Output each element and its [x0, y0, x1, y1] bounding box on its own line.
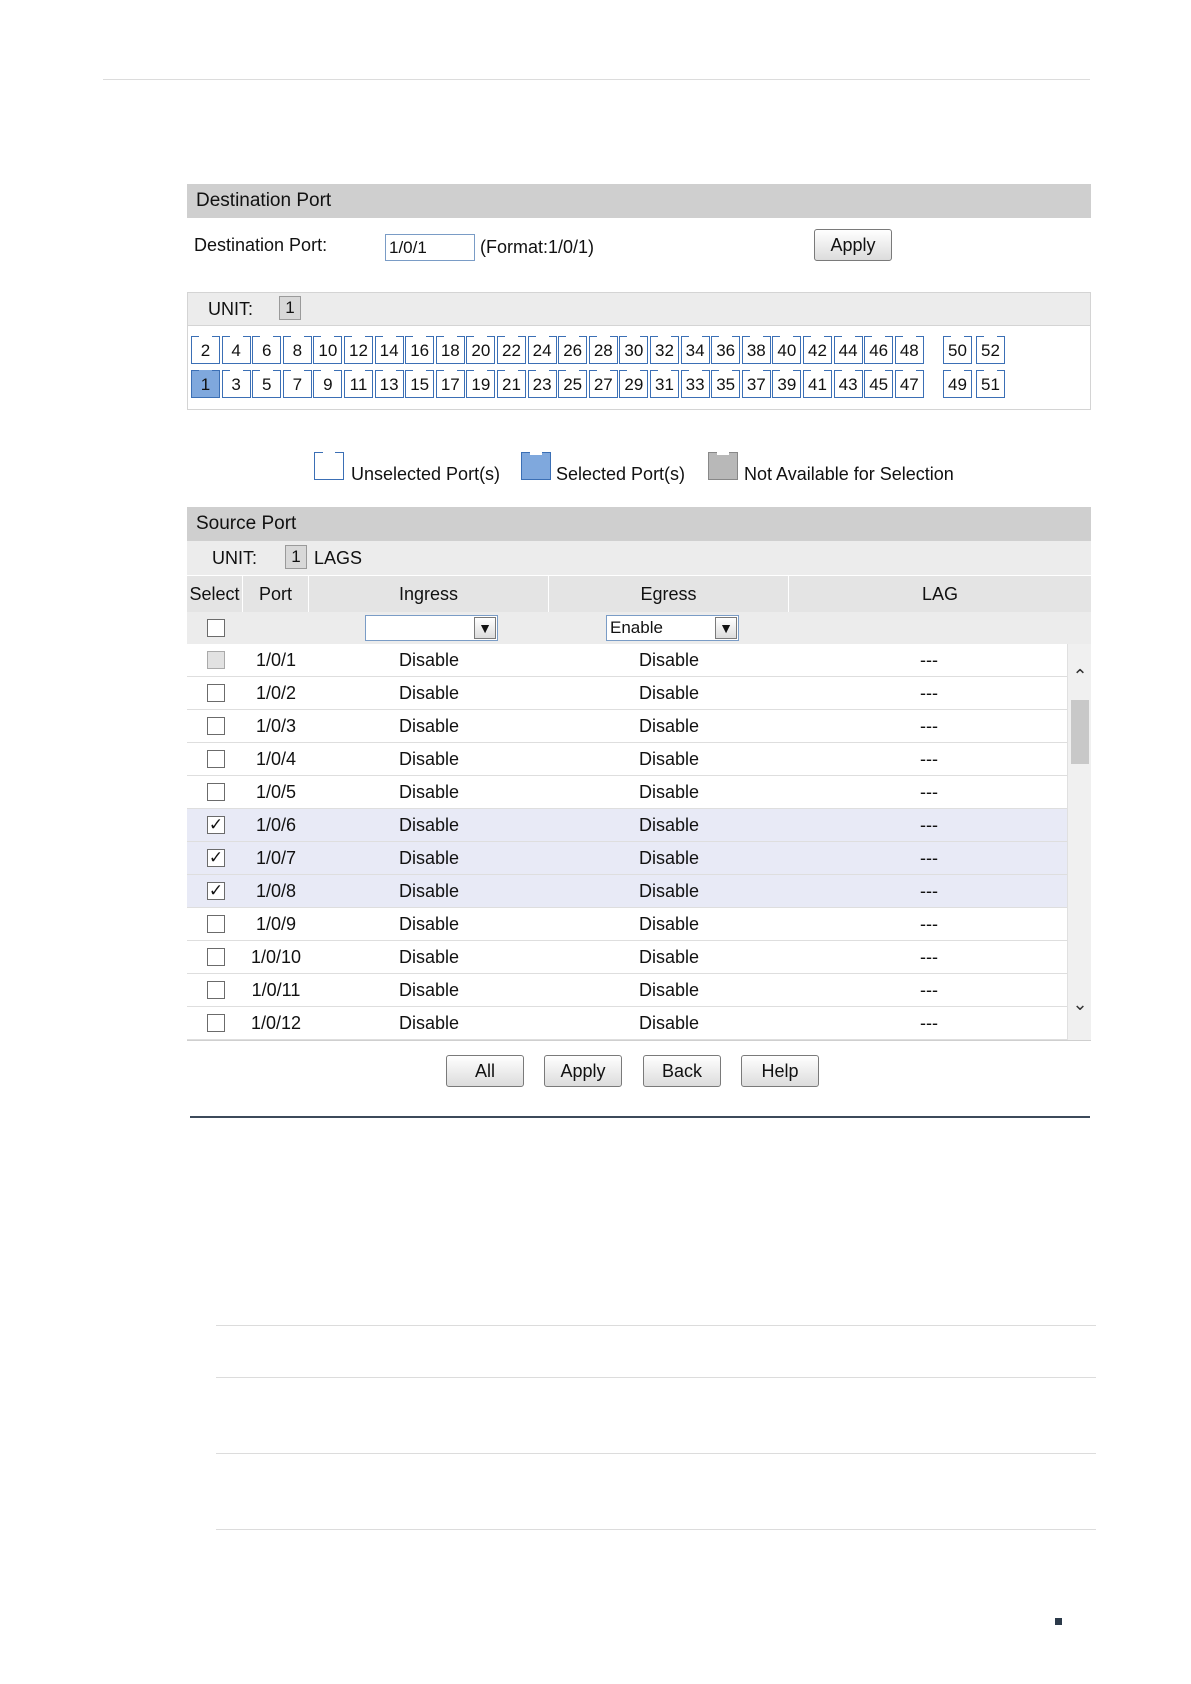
port-29[interactable]: 29 — [619, 370, 648, 398]
divider — [216, 1453, 1096, 1454]
row-checkbox[interactable] — [207, 1014, 225, 1032]
cell-egress: Disable — [638, 848, 700, 868]
egress-filter-select[interactable] — [606, 615, 739, 641]
cell-port: 1/0/6 — [255, 815, 297, 835]
col-port: Port — [243, 576, 309, 612]
unavailable-port-icon — [708, 452, 738, 480]
port-22[interactable]: 22 — [497, 336, 526, 364]
chevron-up-icon[interactable]: ⌃ — [1072, 666, 1088, 686]
row-checkbox[interactable] — [207, 750, 225, 768]
cell-egress: Disable — [638, 716, 700, 736]
port-8[interactable]: 8 — [283, 336, 312, 364]
port-48[interactable]: 48 — [895, 336, 924, 364]
format-hint: (Format:1/0/1) — [480, 237, 595, 257]
port-41[interactable]: 41 — [803, 370, 832, 398]
row-checkbox[interactable] — [207, 717, 225, 735]
port-31[interactable]: 31 — [650, 370, 679, 398]
row-checkbox[interactable] — [207, 849, 225, 867]
port-21[interactable]: 21 — [497, 370, 526, 398]
table-row[interactable] — [187, 677, 1067, 710]
legend-not-available: Not Available for Selection — [744, 464, 954, 484]
row-checkbox[interactable] — [207, 783, 225, 801]
row-checkbox[interactable] — [207, 981, 225, 999]
table-row[interactable] — [187, 644, 1067, 677]
legend-unselected: Unselected Port(s) — [351, 464, 501, 484]
table-header — [187, 576, 1091, 612]
legend-selected: Selected Port(s) — [556, 464, 686, 484]
port-20[interactable]: 20 — [466, 336, 495, 364]
port-33[interactable]: 33 — [681, 370, 710, 398]
port-1[interactable]: 1 — [191, 370, 220, 398]
table-bottom-border — [187, 1040, 1091, 1041]
port-30[interactable]: 30 — [619, 336, 648, 364]
unit-selector[interactable]: 1 — [279, 296, 301, 320]
source-section-title: Source Port — [187, 507, 1091, 541]
cell-port: 1/0/12 — [250, 1013, 302, 1033]
cell-egress: Disable — [638, 650, 700, 670]
port-45[interactable]: 45 — [864, 370, 893, 398]
source-unit-selector[interactable]: 1 — [285, 545, 307, 569]
table-row[interactable] — [187, 941, 1067, 974]
port-15[interactable]: 15 — [405, 370, 434, 398]
port-16[interactable]: 16 — [405, 336, 434, 364]
port-50[interactable]: 50 — [943, 336, 972, 364]
table-row[interactable] — [187, 743, 1067, 776]
cell-port: 1/0/1 — [255, 650, 297, 670]
ingress-filter-select[interactable] — [365, 615, 498, 641]
chevron-down-icon[interactable]: ▼ — [474, 617, 496, 639]
cell-lag: --- — [920, 749, 938, 769]
port-23[interactable]: 23 — [528, 370, 557, 398]
cell-lag: --- — [920, 848, 938, 868]
table-row[interactable] — [187, 809, 1067, 842]
port-27[interactable]: 27 — [589, 370, 618, 398]
help-button[interactable]: Help — [741, 1055, 819, 1087]
page-top-rule — [103, 79, 1090, 80]
port-37[interactable]: 37 — [742, 370, 771, 398]
select-all-checkbox[interactable] — [207, 619, 225, 637]
port-38[interactable]: 38 — [742, 336, 771, 364]
row-checkbox[interactable] — [207, 915, 225, 933]
cell-port: 1/0/9 — [255, 914, 297, 934]
cell-lag: --- — [920, 1013, 938, 1033]
port-6[interactable]: 6 — [252, 336, 281, 364]
lags-link[interactable]: LAGS — [314, 548, 363, 568]
cell-port: 1/0/7 — [255, 848, 297, 868]
table-row[interactable] — [187, 1007, 1067, 1040]
port-47[interactable]: 47 — [895, 370, 924, 398]
apply-button[interactable]: Apply — [544, 1055, 622, 1087]
destination-apply-button[interactable]: Apply — [814, 229, 892, 261]
col-lag: LAG — [921, 584, 959, 604]
cell-ingress: Disable — [398, 881, 460, 901]
cell-port: 1/0/11 — [251, 980, 301, 1000]
port-51[interactable]: 51 — [976, 370, 1005, 398]
table-row[interactable] — [187, 776, 1067, 809]
divider — [216, 1377, 1096, 1378]
row-checkbox[interactable] — [207, 684, 225, 702]
port-43[interactable]: 43 — [834, 370, 863, 398]
table-row[interactable] — [187, 908, 1067, 941]
col-select: Select — [187, 576, 243, 612]
cell-egress: Disable — [638, 980, 700, 1000]
check-icon: ✓ — [208, 815, 224, 834]
port-40[interactable]: 40 — [772, 336, 801, 364]
port-49[interactable]: 49 — [943, 370, 972, 398]
cell-lag: --- — [920, 683, 938, 703]
cell-lag: --- — [920, 650, 938, 670]
col-ingress: Ingress — [309, 576, 549, 612]
destination-section-title: Destination Port — [187, 184, 1091, 218]
cell-lag: --- — [920, 980, 938, 1000]
cell-egress: Disable — [638, 1013, 700, 1033]
destination-port-label: Destination Port: — [194, 235, 328, 255]
port-18[interactable]: 18 — [436, 336, 465, 364]
chevron-down-icon[interactable]: ▼ — [715, 617, 737, 639]
port-36[interactable]: 36 — [711, 336, 740, 364]
port-2[interactable]: 2 — [191, 336, 220, 364]
check-icon: ✓ — [208, 881, 224, 900]
port-3[interactable]: 3 — [222, 370, 251, 398]
cell-port: 1/0/8 — [255, 881, 297, 901]
port-25[interactable]: 25 — [558, 370, 587, 398]
cell-lag: --- — [920, 815, 938, 835]
row-checkbox[interactable] — [207, 948, 225, 966]
port-17[interactable]: 17 — [436, 370, 465, 398]
row-checkbox — [207, 651, 225, 669]
back-button[interactable]: Back — [643, 1055, 721, 1087]
port-28[interactable]: 28 — [589, 336, 618, 364]
page-marker — [1055, 1618, 1062, 1625]
cell-lag: --- — [920, 881, 938, 901]
figure-bottom-rule — [190, 1116, 1090, 1118]
cell-ingress: Disable — [398, 914, 460, 934]
port-14[interactable]: 14 — [375, 336, 404, 364]
port-46[interactable]: 46 — [864, 336, 893, 364]
port-35[interactable]: 35 — [711, 370, 740, 398]
unselected-port-icon — [314, 452, 344, 480]
cell-port: 1/0/10 — [250, 947, 302, 967]
cell-ingress: Disable — [398, 1013, 460, 1033]
cell-ingress: Disable — [398, 815, 460, 835]
port-19[interactable]: 19 — [466, 370, 495, 398]
table-scrollbar[interactable] — [1067, 644, 1091, 1040]
port-5[interactable]: 5 — [252, 370, 281, 398]
port-13[interactable]: 13 — [375, 370, 404, 398]
cell-egress: Disable — [638, 947, 700, 967]
divider — [216, 1529, 1096, 1530]
row-checkbox[interactable] — [207, 816, 225, 834]
scrollbar-thumb[interactable] — [1071, 700, 1089, 764]
cell-egress: Disable — [638, 881, 700, 901]
cell-ingress: Disable — [398, 749, 460, 769]
all-button[interactable]: All — [446, 1055, 524, 1087]
cell-lag: --- — [920, 914, 938, 934]
cell-egress: Disable — [638, 749, 700, 769]
cell-egress: Disable — [638, 683, 700, 703]
source-port-list — [187, 644, 1067, 1040]
source-unit-label: UNIT: — [212, 548, 257, 568]
unit-label: UNIT: — [208, 299, 253, 319]
table-row[interactable] — [187, 875, 1067, 908]
cell-ingress: Disable — [398, 782, 460, 802]
cell-lag: --- — [920, 782, 938, 802]
cell-egress: Disable — [638, 815, 700, 835]
port-10[interactable]: 10 — [313, 336, 342, 364]
divider — [216, 1325, 1096, 1326]
destination-port-input[interactable] — [385, 234, 475, 261]
cell-ingress: Disable — [398, 650, 460, 670]
check-icon: ✓ — [208, 848, 224, 867]
port-44[interactable]: 44 — [834, 336, 863, 364]
cell-ingress: Disable — [398, 716, 460, 736]
port-42[interactable]: 42 — [803, 336, 832, 364]
port-12[interactable]: 12 — [344, 336, 373, 364]
port-24[interactable]: 24 — [528, 336, 557, 364]
port-32[interactable]: 32 — [650, 336, 679, 364]
cell-ingress: Disable — [398, 848, 460, 868]
selected-port-icon — [521, 452, 551, 480]
cell-lag: --- — [920, 947, 938, 967]
cell-port: 1/0/5 — [255, 782, 297, 802]
port-52[interactable]: 52 — [976, 336, 1005, 364]
table-row[interactable] — [187, 842, 1067, 875]
port-34[interactable]: 34 — [681, 336, 710, 364]
row-checkbox[interactable] — [207, 882, 225, 900]
cell-ingress: Disable — [398, 683, 460, 703]
col-egress: Egress — [549, 576, 789, 612]
chevron-down-icon[interactable]: ⌄ — [1072, 994, 1088, 1014]
port-11[interactable]: 11 — [344, 370, 373, 398]
table-row[interactable] — [187, 710, 1067, 743]
cell-port: 1/0/2 — [255, 683, 297, 703]
egress-filter-value: Enable — [610, 618, 663, 637]
cell-egress: Disable — [638, 914, 700, 934]
port-4[interactable]: 4 — [222, 336, 251, 364]
cell-port: 1/0/4 — [255, 749, 297, 769]
cell-egress: Disable — [638, 782, 700, 802]
cell-ingress: Disable — [398, 980, 460, 1000]
unit-header-bar — [187, 292, 1091, 326]
port-26[interactable]: 26 — [558, 336, 587, 364]
table-row[interactable] — [187, 974, 1067, 1007]
port-9[interactable]: 9 — [313, 370, 342, 398]
port-39[interactable]: 39 — [772, 370, 801, 398]
port-7[interactable]: 7 — [283, 370, 312, 398]
cell-port: 1/0/3 — [255, 716, 297, 736]
cell-ingress: Disable — [398, 947, 460, 967]
cell-lag: --- — [920, 716, 938, 736]
